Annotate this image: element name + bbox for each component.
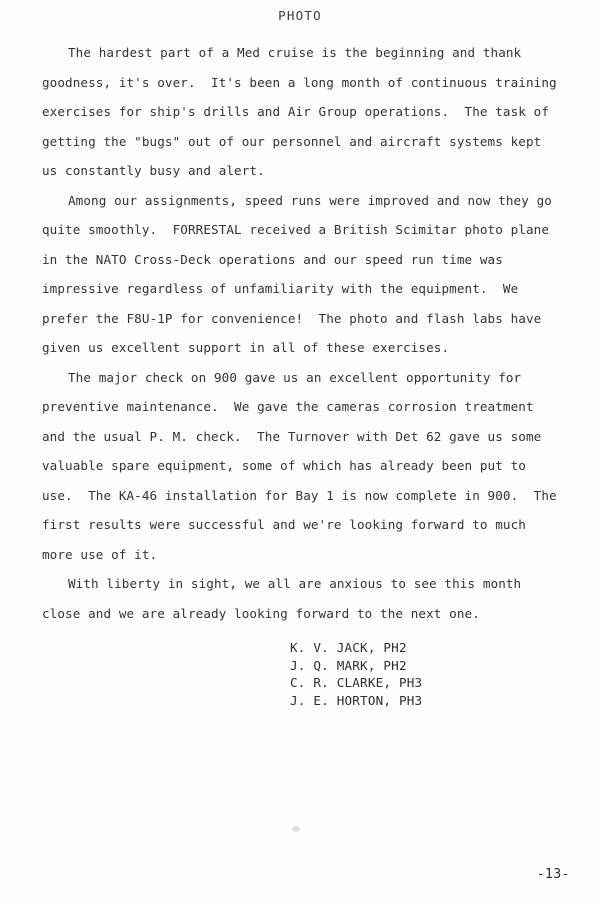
page-number: -13- — [536, 867, 570, 882]
paragraph-text: The major check on 900 gave us an excellent opportunity for preventive maintenance. We gave the cameras corrosion treatment and the usual P. M. check. The Turnover with Det 62 gave us some valuable spare equipment, some of which has already been put to use. The KA-46 installation for Bay 1 is now complete in 900. The first results were successful and we're looking forward to much more use of it. — [42, 369, 565, 562]
page-title: PHOTO — [278, 8, 322, 23]
signature-line: J. Q. MARK, PH2 — [290, 657, 407, 673]
signature-line: C. R. CLARKE, PH3 — [290, 675, 423, 690]
paragraph-text: With liberty in sight, we all are anxious to see this month close and we are already looking forward to the next one. — [42, 576, 529, 621]
signature-line: J. E. HORTON, PH3 — [290, 692, 423, 708]
paper-smudge — [292, 826, 300, 832]
paragraph-text: The hardest part of a Med cruise is the beginning and thank goodness, it's over. It's been a long month of continuous training exercises for ship's drills and Air Group operations. The task of getting the "bugs" out of our personnel and aircraft systems kept us constantly busy and alert. — [42, 45, 565, 178]
paragraph-1 — [42, 38, 565, 186]
paragraph-2 — [42, 186, 562, 363]
paragraph-3 — [42, 363, 565, 570]
paragraph-4 — [42, 569, 562, 628]
signature-block — [290, 639, 422, 709]
paragraph-text: Among our assignments, speed runs were improved and now they go quite smoothly. FORRESTAL received a British Scimitar photo plane in the NATO Cross-Deck operations and our speed run time was impressive regardless of unfamiliarity with the equipment. We prefer the F8U-1P for convenience! The photo and flash labs have given us excellent support in all of these exercises. — [42, 192, 560, 355]
document-body — [42, 38, 565, 628]
signature-line: K. V. JACK, PH2 — [290, 640, 407, 655]
